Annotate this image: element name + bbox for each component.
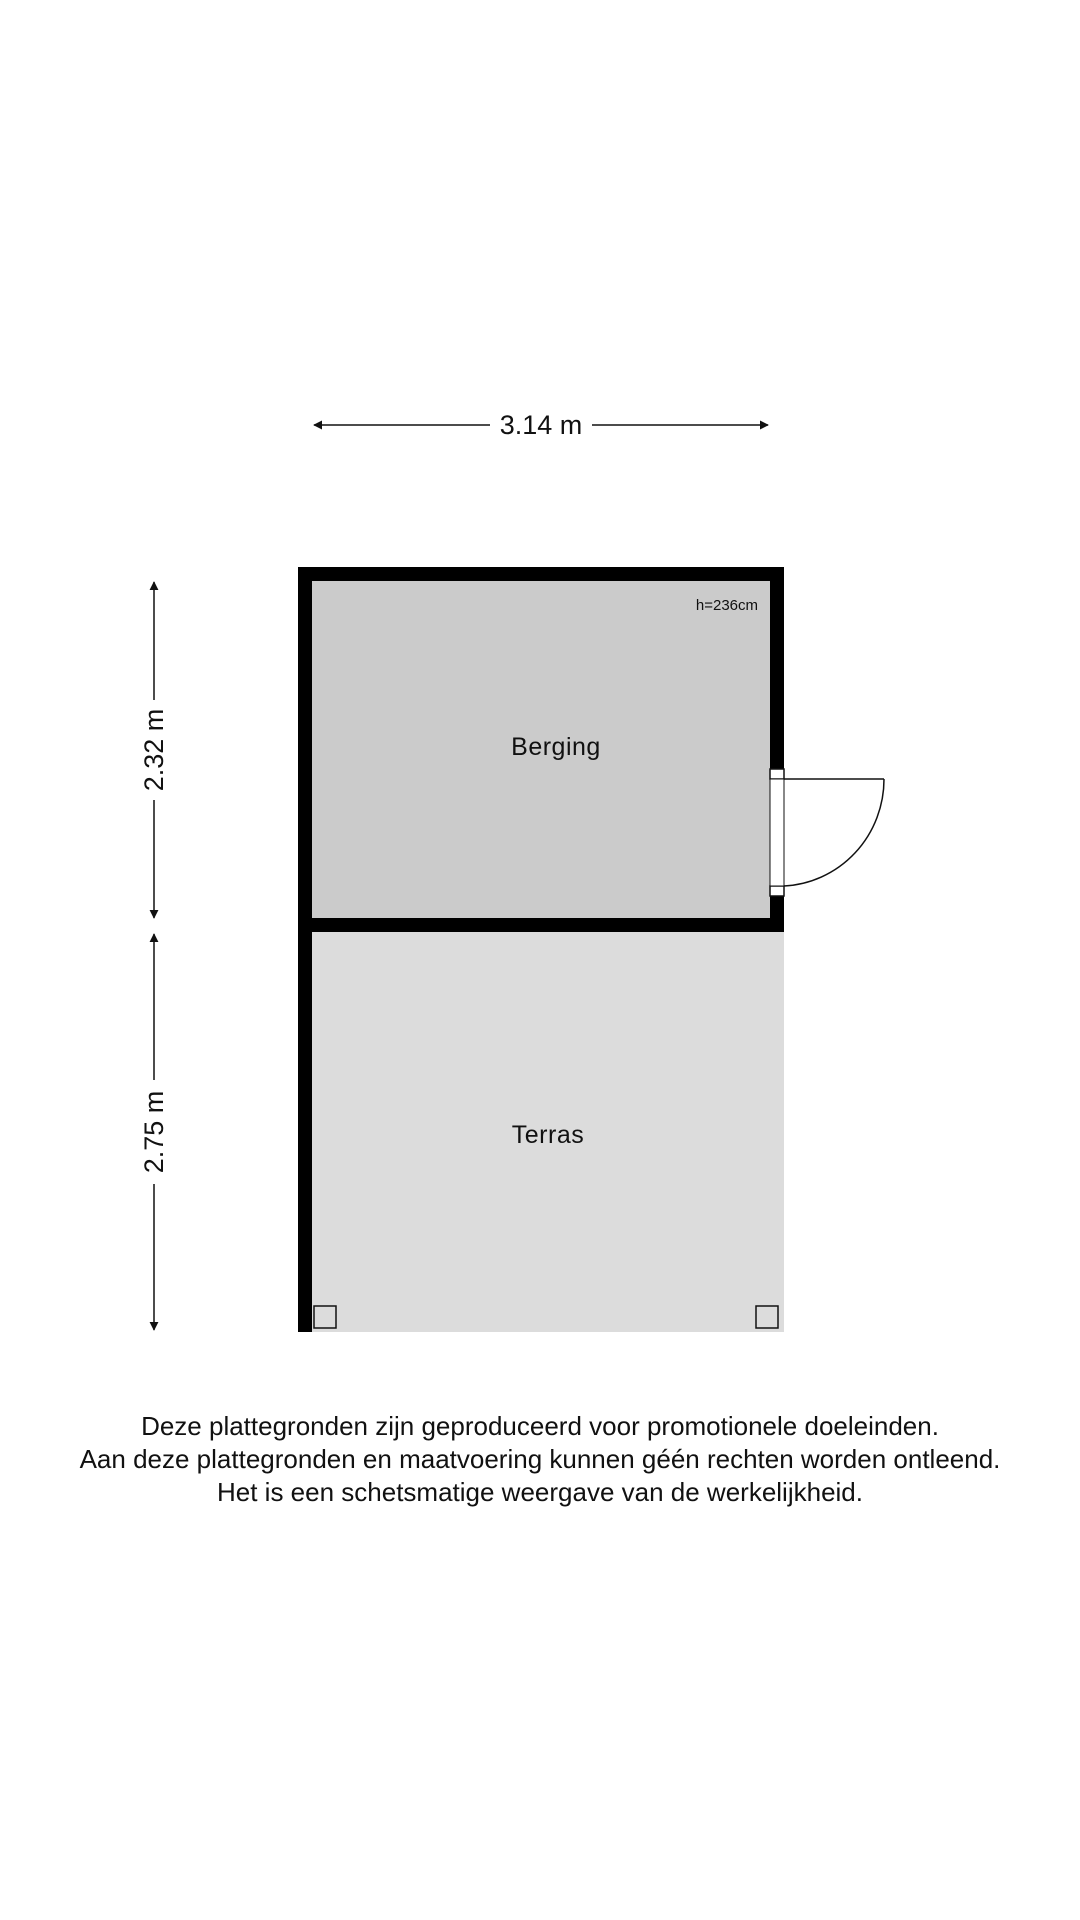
height-upper-dimension: [139, 582, 169, 918]
door-swing-arc: [784, 779, 884, 886]
left-wall: [298, 567, 312, 1332]
top-wall: [298, 567, 784, 581]
right-wall-upper: [770, 567, 784, 769]
door: [770, 769, 884, 896]
ceiling-height-label: h=236cm: [695, 597, 758, 614]
door-frame-bottom: [770, 886, 784, 896]
door-frame-top: [770, 769, 784, 779]
disclaimer-line-2: Aan deze plattegronden en maatvoering kunnen géén rechten worden ontleend.: [79, 1444, 1001, 1474]
height-lower-label: 2.75 m: [139, 1090, 169, 1174]
disclaimer: [0, 1410, 1080, 1509]
width-dimension: [314, 410, 768, 440]
disclaimer-line-3: Het is een schetsmatige weergave van de werkelijkheid.: [216, 1477, 863, 1507]
disclaimer-line-1: Deze plattegronden zijn geproduceerd voor promotionele doeleinden.: [141, 1411, 939, 1441]
middle-wall: [298, 918, 784, 932]
height-upper-label: 2.32 m: [139, 708, 169, 792]
height-lower-dimension: [139, 934, 169, 1330]
room-label-berging: Berging: [511, 733, 601, 761]
door-opening: [770, 779, 784, 886]
width-dimension-label: 3.14 m: [499, 410, 583, 440]
room-label-terras: Terras: [511, 1121, 585, 1149]
